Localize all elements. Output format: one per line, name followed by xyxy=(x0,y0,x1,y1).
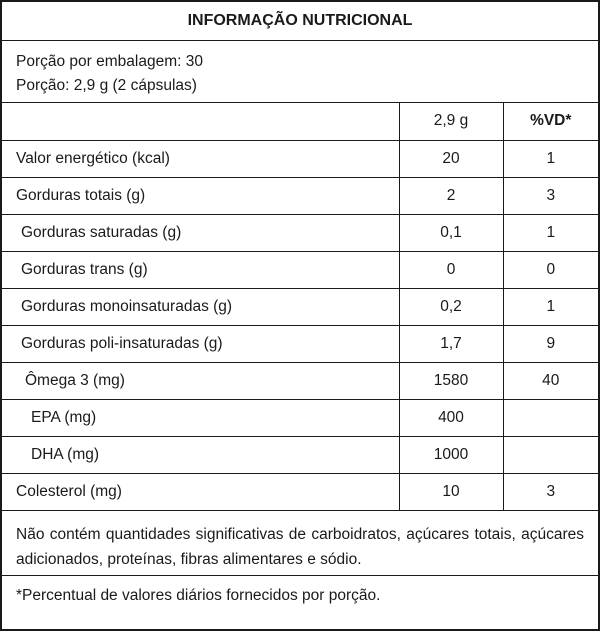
nutrient-name: Gorduras totais (g) xyxy=(2,177,399,214)
nutrient-amount: 2 xyxy=(399,177,503,214)
nutrient-daily-value xyxy=(503,399,598,436)
nutrient-amount: 0 xyxy=(399,251,503,288)
label-title: INFORMAÇÃO NUTRICIONAL xyxy=(2,2,598,41)
nutrient-daily-value: 1 xyxy=(503,140,598,177)
table-row xyxy=(2,288,598,325)
table-row xyxy=(2,473,598,510)
nutrient-amount: 20 xyxy=(399,140,503,177)
nutrient-name: EPA (mg) xyxy=(2,399,399,436)
nutrient-name: Gorduras trans (g) xyxy=(2,251,399,288)
nutrient-name: Colesterol (mg) xyxy=(2,473,399,510)
table-row xyxy=(2,177,598,214)
header-row xyxy=(2,103,598,140)
nutrient-amount: 0,1 xyxy=(399,214,503,251)
nutrient-daily-value: 3 xyxy=(503,177,598,214)
table-row xyxy=(2,399,598,436)
nutrient-name: Valor energético (kcal) xyxy=(2,140,399,177)
table-row xyxy=(2,251,598,288)
insignificant-amounts-note: Não contém quantidades significativas de carboidratos, açúcares totais, açúcares adicionados, proteínas, fibras alimentares e sódio. xyxy=(2,511,598,576)
portion-info xyxy=(2,41,598,103)
nutrient-amount: 0,2 xyxy=(399,288,503,325)
table-row xyxy=(2,325,598,362)
nutrient-daily-value: 9 xyxy=(503,325,598,362)
table-row xyxy=(2,140,598,177)
nutrient-daily-value: 1 xyxy=(503,288,598,325)
nutrient-amount: 1,7 xyxy=(399,325,503,362)
table-row xyxy=(2,362,598,399)
header-blank xyxy=(2,103,399,140)
nutrient-amount: 10 xyxy=(399,473,503,510)
nutrient-amount: 1000 xyxy=(399,436,503,473)
nutrient-daily-value xyxy=(503,436,598,473)
header-daily-value: %VD* xyxy=(503,103,598,140)
nutrient-amount: 400 xyxy=(399,399,503,436)
nutrient-name: Ômega 3 (mg) xyxy=(2,362,399,399)
nutrition-table xyxy=(2,103,598,511)
nutrient-daily-value: 40 xyxy=(503,362,598,399)
nutrient-daily-value: 1 xyxy=(503,214,598,251)
table-row xyxy=(2,214,598,251)
servings-per-package: Porção por embalagem: 30 xyxy=(16,53,203,70)
portion-size: Porção: 2,9 g (2 cápsulas) xyxy=(16,77,197,94)
nutrient-daily-value: 3 xyxy=(503,473,598,510)
nutrient-name: Gorduras poli-insaturadas (g) xyxy=(2,325,399,362)
table-row xyxy=(2,436,598,473)
nutrient-name: Gorduras monoinsaturadas (g) xyxy=(2,288,399,325)
nutrient-daily-value: 0 xyxy=(503,251,598,288)
nutrient-name: Gorduras saturadas (g) xyxy=(2,214,399,251)
header-amount: 2,9 g xyxy=(399,103,503,140)
daily-value-footnote: *Percentual de valores diários fornecidos por porção. xyxy=(16,586,381,604)
nutrient-amount: 1580 xyxy=(399,362,503,399)
nutrient-name: DHA (mg) xyxy=(2,436,399,473)
